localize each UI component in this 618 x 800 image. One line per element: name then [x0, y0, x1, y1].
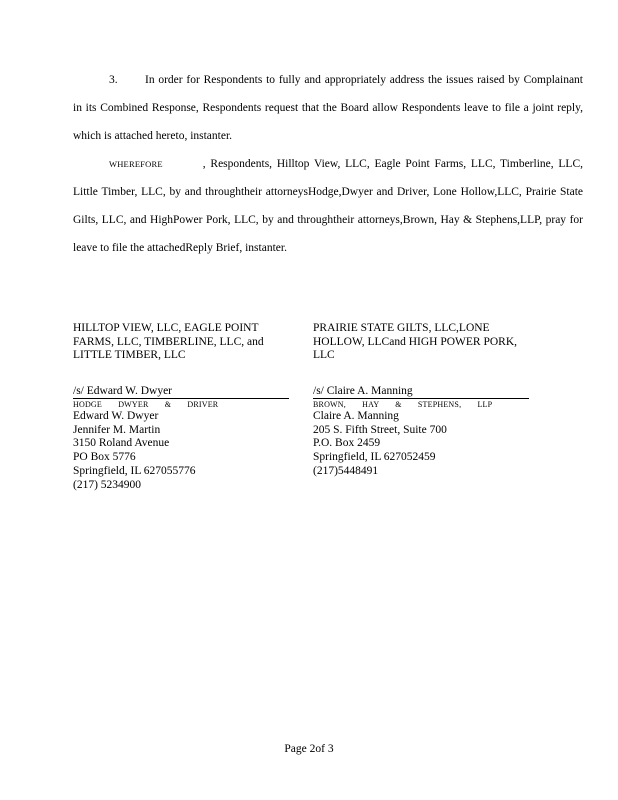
- attorney-name: Edward W. Dwyer: [73, 410, 159, 422]
- page-number: Page 2of 3: [284, 743, 334, 755]
- paragraph-3: [73, 66, 583, 150]
- paragraph-3-text: In order for Respondents to fully and appropriately address the issues raised by Complainant in its Combined Response, Respondents request that the Board allow Respondents leave to file a joint reply, which is attached hereto, instanter.: [73, 74, 583, 142]
- street-address: 205 S. Fifth Street, Suite 700: [313, 423, 447, 436]
- wherefore-paragraph: [73, 150, 583, 262]
- phone-number: (217)5448491: [313, 464, 379, 477]
- wherefore-lead: WHEREFORE: [109, 159, 163, 169]
- firm-name: HODGE DWYER & DRIVER: [73, 400, 219, 409]
- party-names: HILLTOP VIEW, LLC, EAGLE POINT FARMS, LLC, TIMBERLINE, LLC, and LITTLE TIMBER, LLC: [73, 322, 264, 361]
- attorney-name: Claire A. Manning: [313, 410, 399, 422]
- paragraph-number: 3.: [109, 74, 118, 86]
- party-names: PRAIRIE STATE GILTS, LLC,LONE HOLLOW, LLCand HIGH POWER PORK, LLC: [313, 322, 518, 361]
- document-body: [73, 66, 583, 262]
- wherefore-text: , Respondents, Hilltop View, LLC, Eagle Point Farms, LLC, Timberline, LLC, Little Timber, LLC, by and throughtheir attorneysHodge,Dwyer and Driver, Lone Hollow,LLC, Prairie State Gilts, LLC, and HighPower Pork, LLC, by and throughtheir attorneys,Brown, Hay & Stephens,LLP, pray for leave to file the attachedReply Brief, instanter.: [73, 158, 583, 254]
- street-address: 3150 Roland Avenue: [73, 437, 170, 450]
- signature-line: /s/ Claire A. Manning: [313, 384, 529, 399]
- po-box: P.O. Box 2459: [313, 437, 381, 450]
- phone-number: (217) 5234900: [73, 478, 142, 491]
- firm-name: BROWN, HAY & STEPHENS, LLP: [313, 400, 493, 409]
- signature-block-left: [73, 322, 298, 492]
- attorney-name-2: Jennifer M. Martin: [73, 423, 161, 436]
- signature-block-right: [313, 322, 538, 479]
- signature-line: /s/ Edward W. Dwyer: [73, 384, 289, 399]
- po-box: PO Box 5776: [73, 451, 136, 464]
- city-state-zip: Springfield, IL 627055776: [73, 464, 196, 477]
- city-state-zip: Springfield, IL 627052459: [313, 451, 436, 464]
